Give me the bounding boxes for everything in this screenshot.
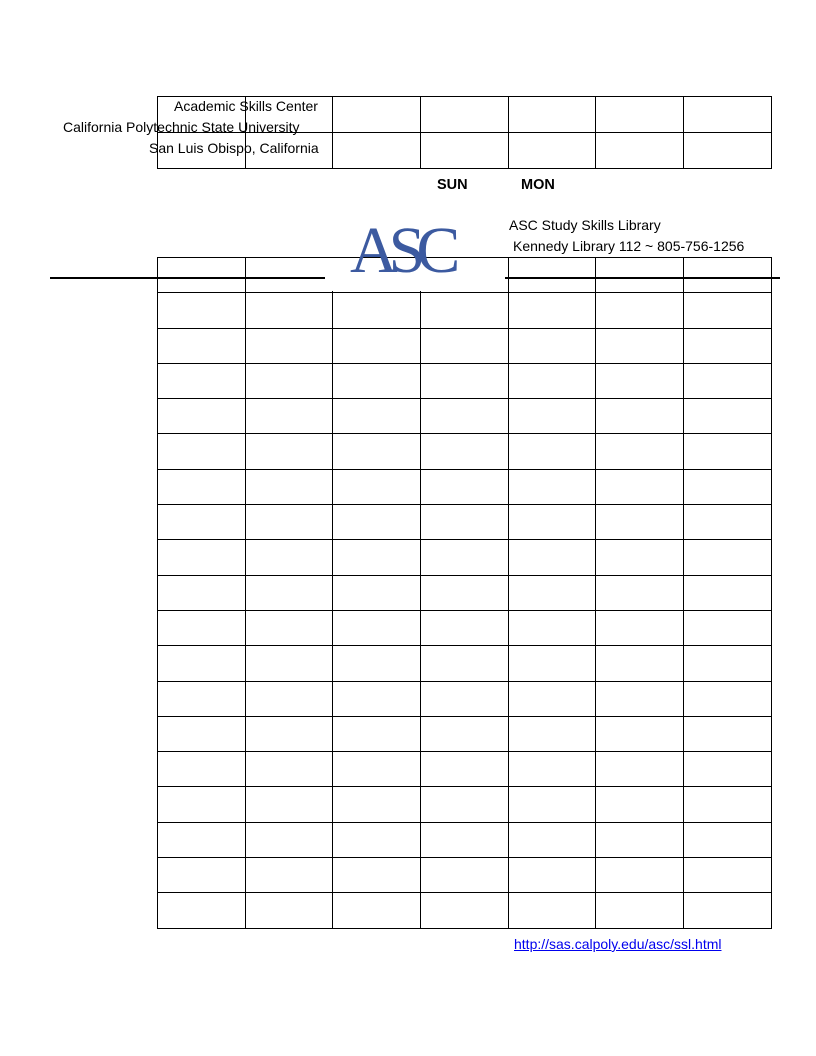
grid-cell [684,505,772,540]
table-row [158,469,772,504]
grid-cell [684,575,772,610]
grid-cell [333,293,421,328]
divider-line-right [505,277,780,279]
grid-cell [508,434,596,469]
grid-cell [508,258,596,293]
table-row [158,822,772,857]
grid-cell [158,258,246,293]
grid-cell [245,293,333,328]
grid-cell [421,893,509,928]
grid-cell [245,646,333,681]
grid-cell [421,469,509,504]
library-name: ASC Study Skills Library [509,217,661,233]
grid-cell [596,681,684,716]
grid-cell [508,681,596,716]
grid-cell [421,328,509,363]
grid-cell [508,893,596,928]
grid-cell [421,681,509,716]
grid-cell [245,610,333,645]
table-row [158,293,772,328]
divider-line-left [50,277,325,279]
grid-cell [333,858,421,893]
grid-cell [158,822,246,857]
grid-cell [508,97,596,133]
table-row [158,752,772,787]
grid-cell [684,434,772,469]
grid-cell [508,822,596,857]
grid-cell [333,610,421,645]
grid-cell [596,363,684,398]
grid-cell [684,540,772,575]
grid-cell [421,540,509,575]
grid-cell [508,540,596,575]
grid-cell [684,610,772,645]
grid-cell [596,858,684,893]
grid-cell [421,293,509,328]
grid-cell [508,575,596,610]
grid-cell [421,505,509,540]
table-row [158,540,772,575]
grid-cell [508,752,596,787]
grid-cell [333,575,421,610]
grid-cell [421,858,509,893]
table-row [158,328,772,363]
grid-cell [508,469,596,504]
grid-cell [245,752,333,787]
grid-cell [596,610,684,645]
table-row [158,787,772,822]
grid-cell [596,787,684,822]
grid-cell [333,893,421,928]
grid-cell [158,893,246,928]
grid-cell [508,610,596,645]
grid-cell [421,822,509,857]
grid-cell [158,328,246,363]
grid-cell [596,540,684,575]
grid-cell [596,716,684,751]
grid-cell [333,752,421,787]
grid-cell [596,822,684,857]
grid-cell [245,893,333,928]
grid-cell [684,363,772,398]
grid-cell [333,328,421,363]
grid-cell [421,133,509,169]
grid-cell [158,752,246,787]
grid-cell [508,505,596,540]
grid-cell [508,363,596,398]
grid-cell [333,787,421,822]
grid-cell [333,363,421,398]
table-row [158,363,772,398]
logo-text: ASC [350,216,452,278]
day-label-sun: SUN [437,177,468,193]
table-row [158,399,772,434]
table-row [158,716,772,751]
table-row [158,434,772,469]
day-label-mon: MON [521,177,555,193]
grid-cell [333,97,421,133]
library-url-link[interactable]: http://sas.calpoly.edu/asc/ssl.html [514,936,722,952]
grid-cell [684,328,772,363]
grid-cell [596,133,684,169]
grid-cell [245,328,333,363]
grid-cell [245,681,333,716]
grid-cell [596,293,684,328]
grid-cell [158,293,246,328]
grid-cell [333,505,421,540]
header-university-name: California Polytechnic State University [63,119,300,135]
grid-cell [333,133,421,169]
weekly-schedule-grid [157,257,772,929]
grid-cell [684,893,772,928]
grid-cell [684,133,772,169]
grid-cell [684,646,772,681]
grid-cell [684,293,772,328]
grid-cell [684,716,772,751]
grid-cell [421,610,509,645]
table-row [158,858,772,893]
grid-cell [158,469,246,504]
grid-cell [333,681,421,716]
grid-cell [596,893,684,928]
grid-cell [596,434,684,469]
grid-cell [158,363,246,398]
grid-cell [333,822,421,857]
grid-cell [421,399,509,434]
grid-cell [508,293,596,328]
grid-cell [333,646,421,681]
grid-cell [158,787,246,822]
grid-cell [333,540,421,575]
grid-cell [158,681,246,716]
grid-cell [158,716,246,751]
grid-cell [596,399,684,434]
table-row [158,681,772,716]
grid-cell [684,681,772,716]
grid-cell [421,575,509,610]
grid-cell [158,399,246,434]
grid-cell [596,258,684,293]
grid-cell [158,646,246,681]
header-location: San Luis Obispo, California [149,140,319,156]
grid-cell [245,575,333,610]
grid-cell [684,822,772,857]
grid-cell [596,575,684,610]
grid-cell [333,716,421,751]
grid-cell [245,505,333,540]
grid-cell [421,434,509,469]
grid-cell [245,858,333,893]
grid-cell [684,858,772,893]
grid-cell [421,787,509,822]
grid-cell [684,469,772,504]
grid-cell [508,858,596,893]
table-row [158,610,772,645]
grid-cell [684,97,772,133]
grid-cell [684,752,772,787]
grid-cell [596,752,684,787]
grid-cell [421,363,509,398]
grid-cell [684,787,772,822]
grid-cell [508,328,596,363]
table-row [158,575,772,610]
grid-cell [596,505,684,540]
grid-cell [596,97,684,133]
grid-cell [245,469,333,504]
grid-cell [684,258,772,293]
grid-cell [158,434,246,469]
grid-cell [158,858,246,893]
grid-cell [245,363,333,398]
grid-cell [245,434,333,469]
table-row [158,893,772,928]
grid-cell [245,822,333,857]
grid-cell [333,399,421,434]
grid-cell [508,133,596,169]
grid-cell [158,610,246,645]
grid-cell [245,716,333,751]
grid-cell [508,399,596,434]
grid-cell [158,540,246,575]
grid-cell [508,787,596,822]
grid-cell [245,540,333,575]
table-row [158,646,772,681]
grid-cell [596,328,684,363]
grid-cell [596,469,684,504]
grid-cell [158,575,246,610]
grid-cell [333,469,421,504]
grid-cell [684,399,772,434]
grid-cell [158,505,246,540]
header-center-name: Academic Skills Center [174,98,318,114]
library-location: Kennedy Library 112 ~ 805-756-1256 [513,238,745,254]
grid-cell [508,646,596,681]
grid-cell [245,258,333,293]
grid-cell [245,787,333,822]
grid-cell [245,399,333,434]
table-row [158,505,772,540]
grid-cell [421,97,509,133]
grid-cell [421,716,509,751]
grid-cell [421,752,509,787]
grid-cell [333,434,421,469]
grid-cell [596,646,684,681]
grid-cell [421,646,509,681]
asc-logo [350,216,474,278]
grid-cell [508,716,596,751]
